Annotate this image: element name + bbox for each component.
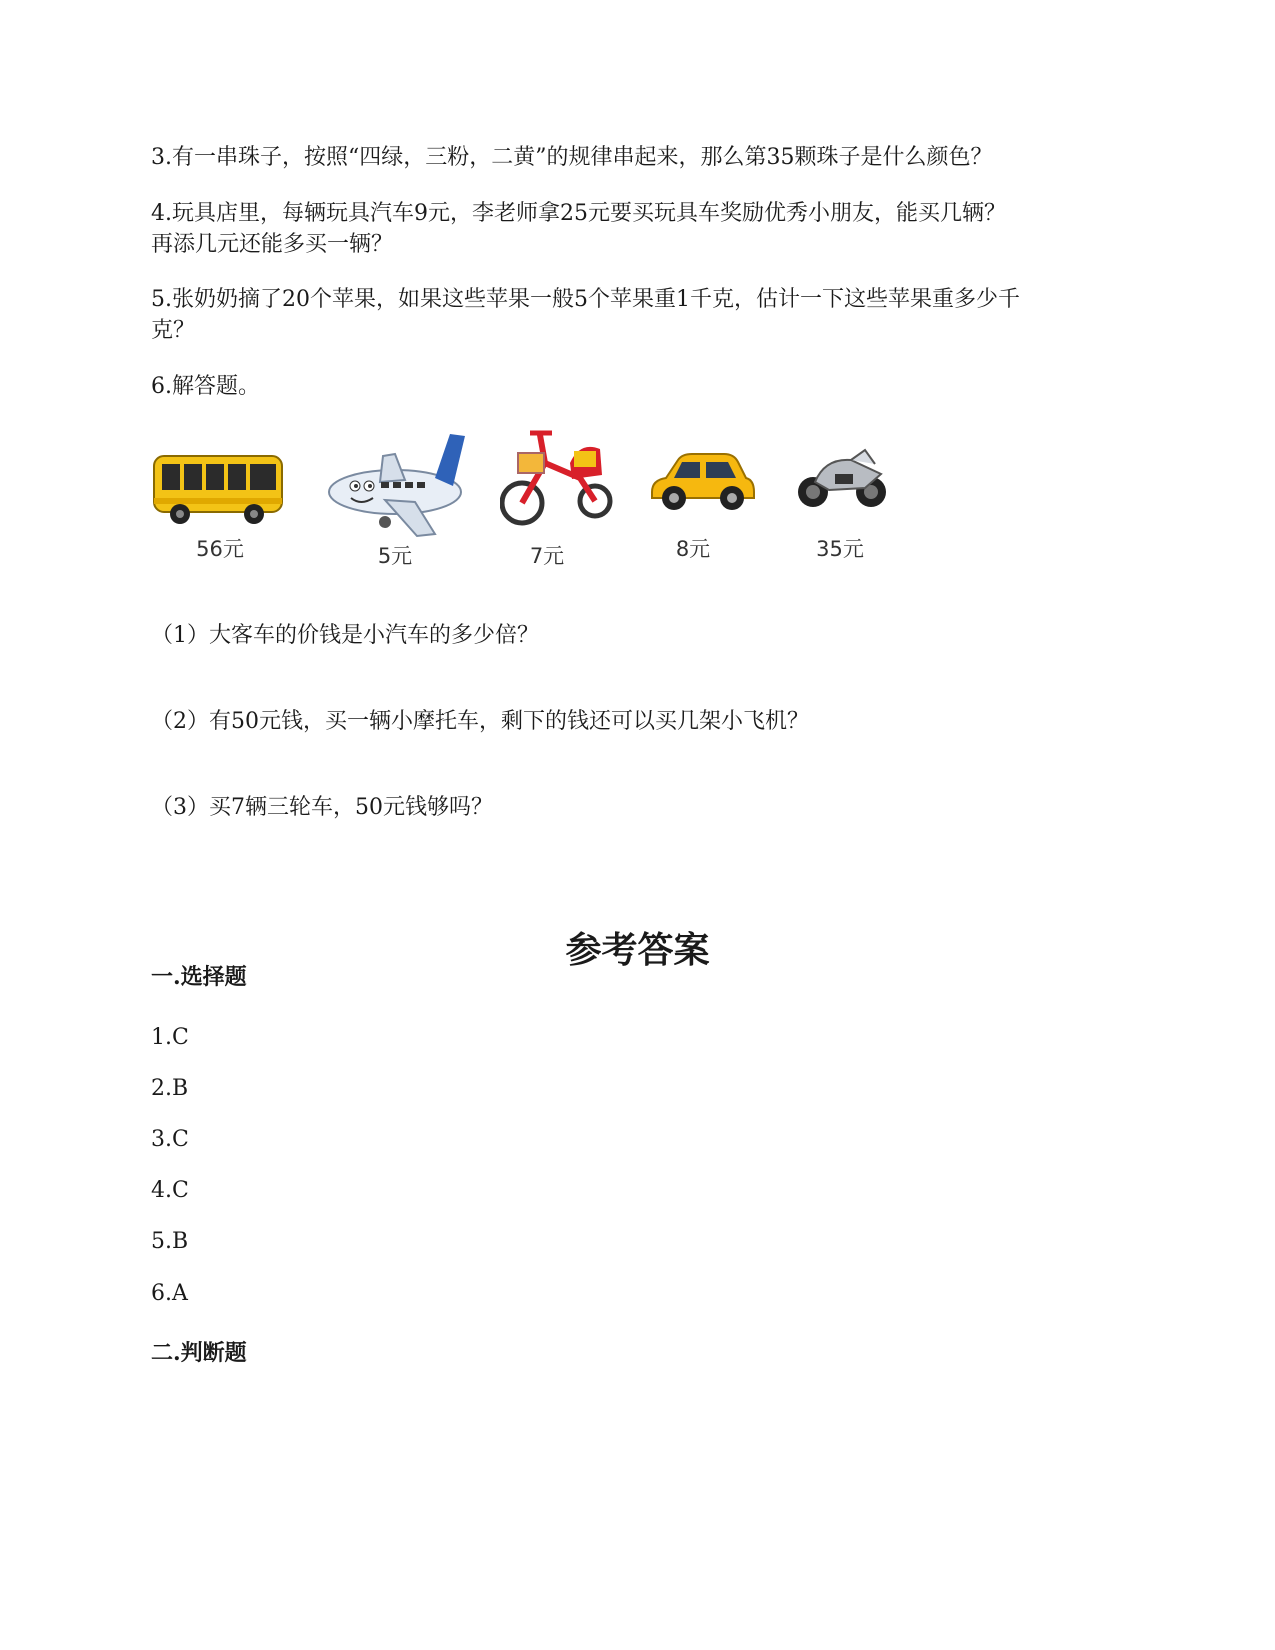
sub-question-1: （1）大客车的价钱是小汽车的多少倍？: [151, 623, 539, 648]
answer-key-title: 参考答案: [565, 929, 710, 971]
airplane-price: 5元: [377, 544, 413, 568]
answer-item: 1.C: [151, 1025, 189, 1050]
car-price: 8元: [675, 537, 711, 561]
question-5-line-1: 5.张奶奶摘了20个苹果，如果这些苹果一般5个苹果重1千克，估计一下这些苹果重多少千: [151, 287, 1020, 312]
sub-question-2: （2）有50元钱，买一辆小摩托车，剩下的钱还可以买几架小飞机？: [151, 709, 809, 734]
answer-item: 3.C: [151, 1127, 189, 1152]
motorcycle-price: 35元: [816, 537, 864, 561]
answer-item: 2.B: [151, 1076, 189, 1101]
bus-icon: [150, 450, 286, 532]
question-4-line-1: 4.玩具店里，每辆玩具汽车9元，李老师拿25元要买玩具车奖励优秀小朋友，能买几辆？: [151, 201, 1006, 226]
section-choice-title: 一.选择题: [151, 964, 247, 990]
answer-item: 4.C: [151, 1178, 189, 1203]
question-3: 3.有一串珠子，按照“四绿，三粉，二黄”的规律串起来，那么第35颗珠子是什么颜色？: [151, 145, 993, 170]
tricycle-price: 7元: [529, 544, 565, 568]
car-icon: [648, 448, 758, 514]
motorcycle-icon: [795, 444, 890, 510]
sub-question-3: （3）买7辆三轮车，50元钱够吗？: [151, 795, 493, 820]
airplane-icon: [325, 430, 475, 550]
bus-price: 56元: [196, 537, 244, 561]
question-4-line-2: 再添几元还能多买一辆？: [151, 232, 394, 257]
question-5-line-2: 克？: [151, 318, 196, 343]
answer-item: 6.A: [151, 1281, 188, 1306]
tricycle-icon: [500, 423, 615, 538]
question-6: 6.解答题。: [151, 374, 260, 399]
answer-item: 5.B: [151, 1229, 189, 1254]
section-judgment-title: 二.判断题: [151, 1340, 247, 1366]
